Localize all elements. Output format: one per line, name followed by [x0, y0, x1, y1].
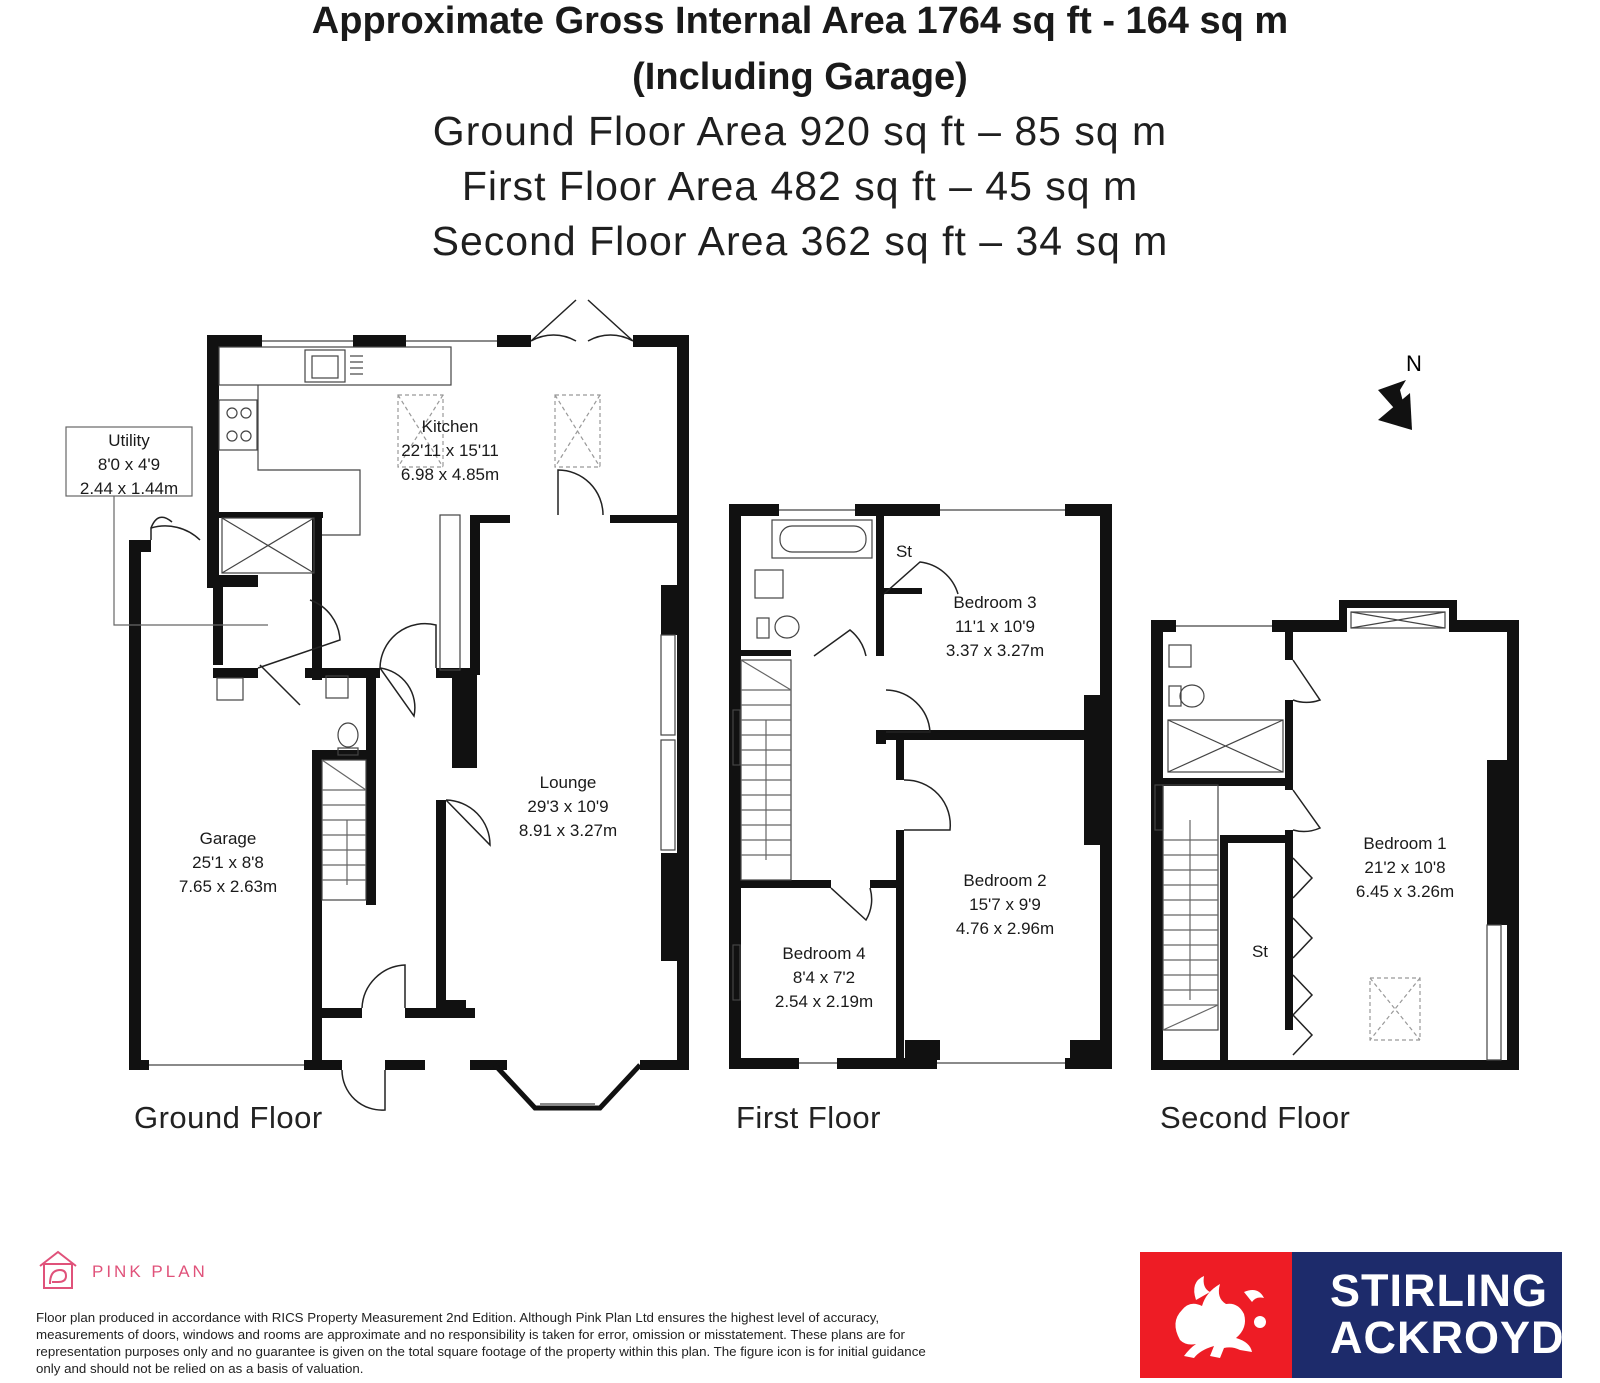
first-floor-area: First Floor Area 482 sq ft – 45 sq m — [461, 163, 1139, 209]
garage-metric: 7.65 x 2.63m — [178, 877, 278, 896]
bedroom1-metric: 6.45 x 3.26m — [1355, 882, 1455, 901]
compass-icon — [1378, 380, 1412, 430]
agent-name-line2: ACKROYD — [1330, 1312, 1565, 1363]
gross-area-title: Approximate Gross Internal Area 1764 sq ft - 164 sq m — [311, 0, 1289, 42]
lounge-name: Lounge — [539, 773, 597, 792]
first-storage-name: St — [895, 542, 913, 561]
bedroom4-metric: 2.54 x 2.19m — [774, 992, 874, 1011]
pink-plan-brand: PINK PLAN — [92, 1262, 208, 1281]
utility-imperial: 8'0 x 4'9 — [97, 455, 161, 474]
disclaimer-text: Floor plan produced in accordance with RICS Property Measurement 2nd Edition. Although Pink Plan Ltd ensures the highest level of accuracy, measurements of doors, windows and rooms are approximate and no responsibility is taken for error, omission or misstatement. These plans are for representation purposes only and no guarantee is given on the total square footage of the property within this plan. The figure icon is for initial guidance only and should not be relied on as a basis of valuation. — [36, 1310, 926, 1376]
second-storage-name: St — [1251, 942, 1269, 961]
utility-name: Utility — [108, 431, 150, 450]
gross-area-subtitle: (Including Garage) — [632, 56, 968, 98]
bedroom2-name: Bedroom 2 — [963, 871, 1047, 890]
bedroom4-name: Bedroom 4 — [782, 944, 866, 963]
ground-floor-area: Ground Floor Area 920 sq ft – 85 sq m — [432, 108, 1168, 154]
stirling-ackroyd-logo-mark — [1140, 1252, 1292, 1378]
first-floor-label: First Floor — [736, 1100, 881, 1135]
bedroom1-imperial: 21'2 x 10'8 — [1364, 858, 1446, 877]
garage-name: Garage — [199, 829, 257, 848]
utility-metric: 2.44 x 1.44m — [79, 479, 179, 498]
bedroom3-imperial: 11'1 x 10'9 — [955, 617, 1035, 636]
kitchen-imperial: 22'11 x 15'11 — [401, 441, 499, 460]
garage-imperial: 25'1 x 8'8 — [192, 853, 264, 872]
agent-name-line1: STIRLING — [1330, 1265, 1548, 1316]
griffin-icon — [1140, 1252, 1292, 1378]
lounge-metric: 8.91 x 3.27m — [518, 821, 618, 840]
ground-floor-label: Ground Floor — [134, 1100, 323, 1135]
pink-plan-logo-icon — [36, 1248, 80, 1292]
lounge-imperial: 29'3 x 10'9 — [527, 797, 609, 816]
bedroom1-name: Bedroom 1 — [1363, 834, 1447, 853]
bedroom3-name: Bedroom 3 — [953, 593, 1037, 612]
second-floor-label: Second Floor — [1160, 1100, 1351, 1135]
compass-north-label: N — [1406, 351, 1422, 376]
bedroom2-imperial: 15'7 x 9'9 — [969, 895, 1041, 914]
kitchen-metric: 6.98 x 4.85m — [400, 465, 500, 484]
second-floor-area: Second Floor Area 362 sq ft – 34 sq m — [431, 218, 1169, 264]
kitchen-name: Kitchen — [421, 417, 479, 436]
bedroom3-metric: 3.37 x 3.27m — [945, 641, 1045, 660]
bedroom2-metric: 4.76 x 2.96m — [955, 919, 1055, 938]
bedroom4-imperial: 8'4 x 7'2 — [792, 968, 856, 987]
